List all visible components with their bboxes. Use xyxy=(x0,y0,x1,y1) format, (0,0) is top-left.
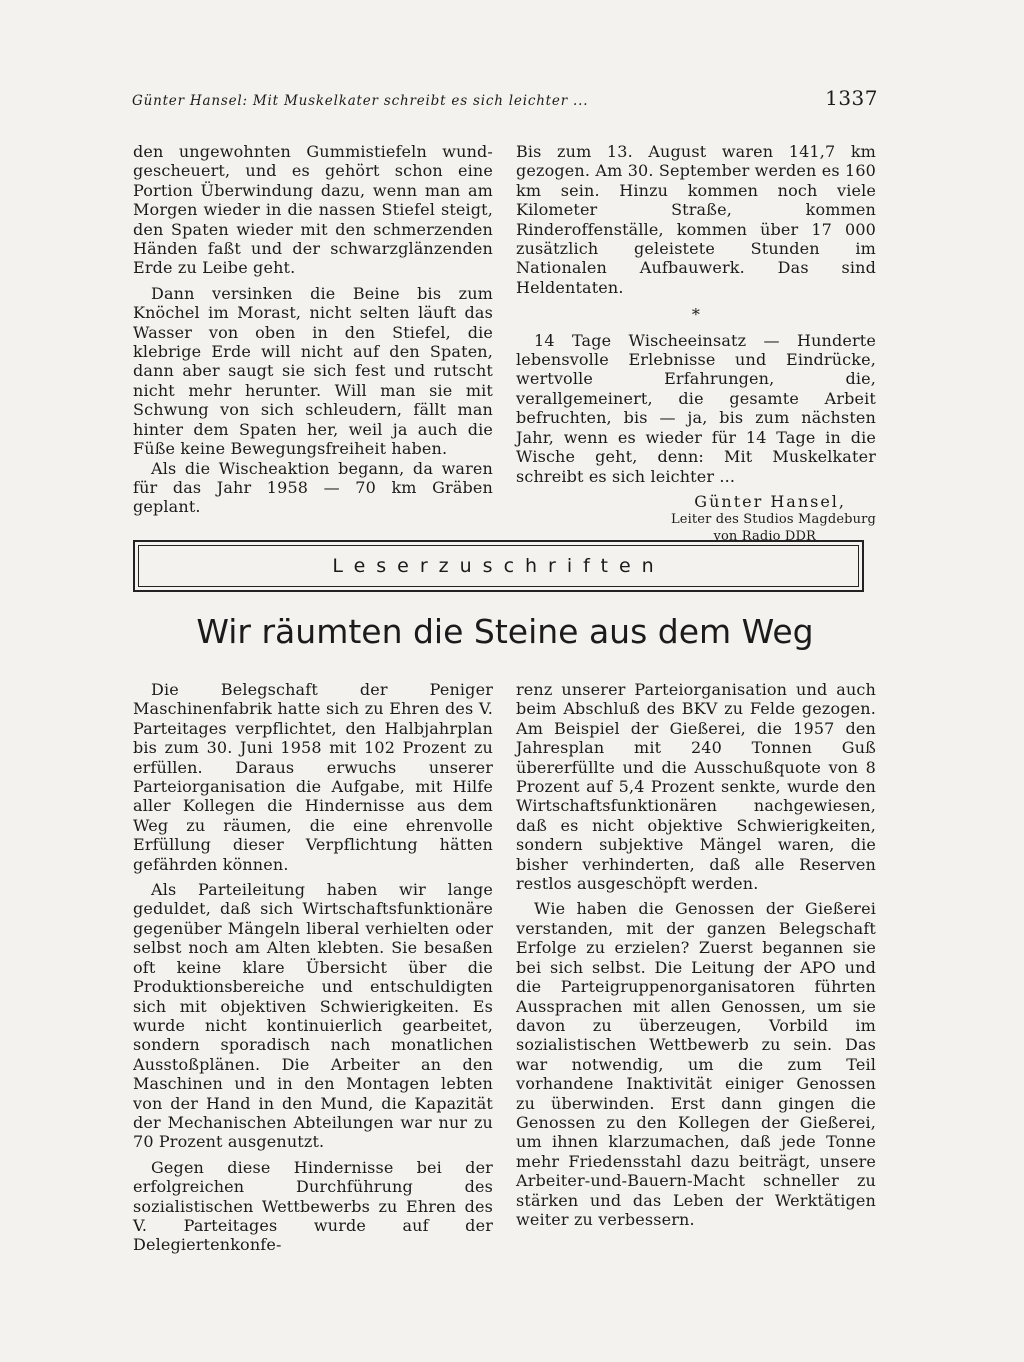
page-number: 1337 xyxy=(825,86,878,110)
running-header xyxy=(132,86,878,110)
signature-title: Leiter des Studios Magdeburg xyxy=(670,512,876,528)
section-banner xyxy=(133,540,864,592)
paragraph: Als die Wischeaktion begann, da waren für das Jahr 1958 — 70 km Gräben geplant. xyxy=(133,458,493,517)
paragraph: Dann versinken die Beine bis zum Knöchel im Morast, nicht selten läuft das Wasser von oben in den Stiefel, die klebrige Erde will nicht auf den Spaten, dann aber saugt sie sich fest und rutscht nicht mehr herunter. Will man sie mit Schwung von sich schleudern, fällt man hinter dem Spaten her, weil ja auch die Füße keine Bewegungsfreiheit haben. xyxy=(133,283,493,459)
top-left-column xyxy=(133,142,493,517)
article-left-column xyxy=(133,680,493,1255)
running-head: Günter Hansel: Mit Muskelkater schreibt es sich leichter ... xyxy=(132,93,589,109)
signature-org: von Radio DDR xyxy=(713,529,816,545)
paragraph: Wie haben die Genossen der Gießerei verstanden, mit der ganzen Belegschaft Erfolge zu erzielen? Zuerst begannen sie bei sich selbst. Die Leitung der APO und die Parteigruppenorganisatoren führten Aussprachen mit allen Genossen, um sie davon zu überzeugen, Vorbild im sozialistischen Wettbewerb zu sein. Das war notwendig, um die zum Teil vorhandene Inaktivität einiger Genossen zu überwinden. Erst dann gingen die Genossen zu den Kollegen der Gießerei, um ihnen klarzumachen, daß jede Tonne mehr Friedensstahl dazu beiträgt, unsere Arbeiter-und-Bauern-Macht schneller zu stärken und das Leben der Werktätigen weiter zu verbessern. xyxy=(516,899,876,1229)
section-label: Leserzuschriften xyxy=(332,555,665,577)
article-right-column xyxy=(516,680,876,1229)
paragraph: 14 Tage Wischeeinsatz — Hunderte lebensvolle Erlebnisse und Eindrücke, wertvolle Erfahrungen, die, verallgemeinert, die gesamte Arbeit befruchten, bis — ja, bis zum nächsten Jahr, wenn es wieder für 14 Tage in die Wische geht, denn: Mit Muskelkater schreibt es sich leichter ... xyxy=(516,330,876,486)
paragraph: renz unserer Parteiorganisation und auch beim Abschluß des BKV zu Felde gezogen. Am Beispiel der Gießerei, die 1957 den Jahresplan mit 240 Tonnen Guß übererfüllte und die Ausschußquote von 8 Prozent auf 5,4 Prozent senkte, wurde den Wirtschaftsfunktionären nachgewiesen, daß es nicht objektive Schwierigkeiten, sondern subjektive Mängel waren, die bisher verhinderten, daß alle Reserven restlos ausgeschöpft werden. xyxy=(516,680,876,894)
paragraph: Die Belegschaft der Peniger Maschinenfabrik hatte sich zu Ehren des V. Parteitages verpflichtet, den Halbjahrplan bis zum 30. Juni 1958 mit 102 Prozent zu erfüllen. Daraus erwuchs unserer Parteiorganisation die Aufgabe, mit Hilfe aller Kollegen die Hindernisse aus dem Weg zu räumen, die eine ehrenvolle Erfüllung dieser Verpflichtung hätten gefährden können. xyxy=(133,680,493,874)
article-title: Wir räumten die Steine aus dem Weg xyxy=(196,612,814,651)
star-separator: * xyxy=(691,305,701,325)
paragraph: Als Parteileitung haben wir lange geduldet, daß sich Wirtschaftsfunktionäre gegenüber Mängeln liberal verhielten oder selbst noch am Alten klebten. Sie besaßen oft keine klare Übersicht über die Produktionsbereiche und entschuldigten sich mit objektiven Schwierigkeiten. Es wurde nicht kontinuierlich gearbeitet, sondern sporadisch nach monatlichen Ausstoßplänen. Die Arbeiter an den Maschinen und in den Montagen lebten von der Hand in den Mund, die Kapazität der Mechanischen Abteilungen war nur zu 70 Prozent ausgenutzt. xyxy=(133,880,493,1152)
signature-name: Günter Hansel, xyxy=(694,491,846,511)
paragraph: den ungewohnten Gummistiefeln wund-gescheuert, und es gehört schon eine Portion Überwindung dazu, wenn man am Morgen wieder in die nassen Stiefel steigt, den Spaten wieder mit den schmerzenden Händen faßt und der schwarzglänzenden Erde zu Leibe geht. xyxy=(133,142,493,278)
paragraph: Gegen diese Hindernisse bei der erfolgreichen Durchführung des sozialistischen Wettbewerbs zu Ehren des V. Parteitages wurde auf der Delegiertenkonfe- xyxy=(133,1157,493,1255)
top-right-column xyxy=(516,142,876,545)
paragraph: Bis zum 13. August waren 141,7 km gezogen. Am 30. September werden es 160 km sein. Hinzu kommen noch viele Kilometer Straße, kommen Rinderoffenställe, kommen über 17 000 zusätzlich geleistete Stunden im Nationalen Aufbauwerk. Das sind Heldentaten. xyxy=(516,142,876,297)
